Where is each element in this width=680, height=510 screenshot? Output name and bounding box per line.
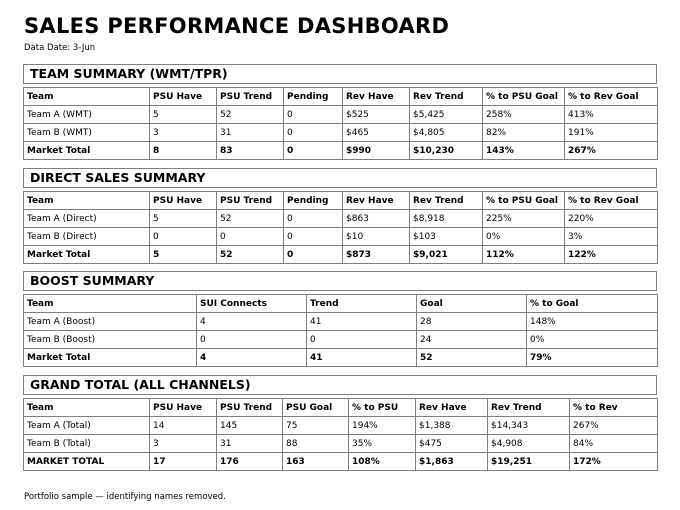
column-header: Rev Trend [488, 399, 570, 417]
table-cell: 258% [483, 106, 565, 124]
table-cell: $9,021 [410, 246, 483, 264]
table-cell: 413% [565, 106, 658, 124]
table-cell: Team B (Total) [24, 435, 150, 453]
table-cell: 194% [349, 417, 416, 435]
total-row [24, 246, 658, 264]
table-cell: 5 [150, 106, 217, 124]
table-cell: 41 [307, 313, 417, 331]
column-header: PSU Trend [217, 399, 283, 417]
table-cell: Team A (Direct) [24, 210, 150, 228]
table-cell: 3 [150, 124, 217, 142]
table-cell: 172% [570, 453, 658, 471]
table-cell: 267% [570, 417, 658, 435]
column-header: PSU Trend [217, 88, 284, 106]
column-header: % to PSU [349, 399, 416, 417]
table-cell: $19,251 [488, 453, 570, 471]
table-cell: 3 [150, 435, 217, 453]
table-cell: 112% [483, 246, 565, 264]
table-cell: $10 [343, 228, 410, 246]
table-row [24, 210, 658, 228]
table-cell: 31 [217, 124, 284, 142]
column-header: % to PSU Goal [483, 88, 565, 106]
table-cell: 52 [217, 210, 284, 228]
table-cell: 145 [217, 417, 283, 435]
section-heading: GRAND TOTAL (ALL CHANNELS) [23, 375, 657, 395]
table-cell: Market Total [24, 142, 150, 160]
column-header: Team [24, 192, 150, 210]
column-header: Team [24, 295, 197, 313]
column-header: Pending [284, 88, 343, 106]
column-header: PSU Have [150, 88, 217, 106]
table-cell: 52 [417, 349, 527, 367]
table-cell: $103 [410, 228, 483, 246]
table-cell: 14 [150, 417, 217, 435]
table-cell: $4,908 [488, 435, 570, 453]
table-cell: $990 [343, 142, 410, 160]
table-cell: 17 [150, 453, 217, 471]
table-row [24, 106, 658, 124]
table-cell: $10,230 [410, 142, 483, 160]
total-row [24, 142, 658, 160]
table-row [24, 435, 658, 453]
page-title: SALES PERFORMANCE DASHBOARD [24, 14, 450, 38]
column-header: Rev Have [343, 88, 410, 106]
table-cell: 0 [284, 106, 343, 124]
table-cell: 82% [483, 124, 565, 142]
column-header: PSU Goal [283, 399, 349, 417]
table-cell: 88 [283, 435, 349, 453]
table-cell: $1,388 [416, 417, 488, 435]
table-cell: 0 [284, 228, 343, 246]
column-header: SUI Connects [197, 295, 307, 313]
table-cell: 122% [565, 246, 658, 264]
table-cell: Market Total [24, 349, 197, 367]
table-cell: 0 [284, 142, 343, 160]
column-header: PSU Trend [217, 192, 284, 210]
table-cell: 35% [349, 435, 416, 453]
total-row [24, 349, 658, 367]
table-cell: 0 [197, 331, 307, 349]
table-cell: MARKET TOTAL [24, 453, 150, 471]
table-cell: 225% [483, 210, 565, 228]
table-cell: 5 [150, 210, 217, 228]
table-cell: 163 [283, 453, 349, 471]
table-cell: 0% [527, 331, 658, 349]
table-header-row [24, 295, 658, 313]
column-header: Rev Trend [410, 88, 483, 106]
column-header: PSU Have [150, 399, 217, 417]
grand-total-section [23, 375, 657, 471]
table-cell: 0 [284, 246, 343, 264]
column-header: Pending [284, 192, 343, 210]
table-cell: 143% [483, 142, 565, 160]
table-cell: $863 [343, 210, 410, 228]
table-header-row [24, 88, 658, 106]
table-cell: $475 [416, 435, 488, 453]
table-cell: $4,805 [410, 124, 483, 142]
table-cell: 5 [150, 246, 217, 264]
table-cell: 24 [417, 331, 527, 349]
boost-table [23, 294, 658, 367]
table-cell: 52 [217, 106, 284, 124]
table-cell: $525 [343, 106, 410, 124]
table-cell: $8,918 [410, 210, 483, 228]
column-header: Team [24, 399, 150, 417]
column-header: Rev Have [416, 399, 488, 417]
table-header-row [24, 192, 658, 210]
column-header: % to Rev Goal [565, 192, 658, 210]
table-cell: 4 [197, 313, 307, 331]
column-header: Trend [307, 295, 417, 313]
table-cell: 0 [150, 228, 217, 246]
column-header: % to Rev [570, 399, 658, 417]
table-cell: $14,343 [488, 417, 570, 435]
section-heading: BOOST SUMMARY [23, 271, 657, 291]
table-cell: 41 [307, 349, 417, 367]
table-cell: 31 [217, 435, 283, 453]
table-cell: 0 [217, 228, 284, 246]
column-header: Rev Trend [410, 192, 483, 210]
table-cell: $1,863 [416, 453, 488, 471]
table-cell: $873 [343, 246, 410, 264]
column-header: % to Rev Goal [565, 88, 658, 106]
table-cell: 220% [565, 210, 658, 228]
table-row [24, 417, 658, 435]
table-cell: 3% [565, 228, 658, 246]
table-cell: 75 [283, 417, 349, 435]
table-cell: Team B (Direct) [24, 228, 150, 246]
table-cell: Team A (Total) [24, 417, 150, 435]
section-heading: DIRECT SALES SUMMARY [23, 168, 657, 188]
table-cell: 0 [307, 331, 417, 349]
table-row [24, 313, 658, 331]
table-cell: 267% [565, 142, 658, 160]
table-cell: 83 [217, 142, 284, 160]
table-row [24, 228, 658, 246]
table-cell: $5,425 [410, 106, 483, 124]
table-cell: 0% [483, 228, 565, 246]
table-cell: 191% [565, 124, 658, 142]
table-cell: 176 [217, 453, 283, 471]
footer-note: Portfolio sample — identifying names removed. [24, 492, 226, 502]
table-cell: 8 [150, 142, 217, 160]
total-row [24, 453, 658, 471]
column-header: PSU Have [150, 192, 217, 210]
table-cell: $465 [343, 124, 410, 142]
column-header: % to Goal [527, 295, 658, 313]
column-header: Team [24, 88, 150, 106]
table-row [24, 124, 658, 142]
table-cell: 84% [570, 435, 658, 453]
table-cell: 79% [527, 349, 658, 367]
table-cell: Team B (WMT) [24, 124, 150, 142]
table-cell: Market Total [24, 246, 150, 264]
table-cell: 0 [284, 210, 343, 228]
column-header: % to PSU Goal [483, 192, 565, 210]
table-cell: Team A (WMT) [24, 106, 150, 124]
table-cell: 108% [349, 453, 416, 471]
direct-sales-table [23, 191, 658, 264]
table-cell: 28 [417, 313, 527, 331]
table-cell: 0 [284, 124, 343, 142]
column-header: Rev Have [343, 192, 410, 210]
team-summary-table [23, 87, 658, 160]
grand-total-table [23, 398, 658, 471]
boost-section [23, 271, 657, 367]
direct-sales-section [23, 168, 657, 264]
table-row [24, 331, 658, 349]
section-heading: TEAM SUMMARY (WMT/TPR) [23, 64, 657, 84]
table-cell: 4 [197, 349, 307, 367]
table-header-row [24, 399, 658, 417]
table-cell: 148% [527, 313, 658, 331]
column-header: Goal [417, 295, 527, 313]
team-summary-section [23, 64, 657, 160]
table-cell: Team B (Boost) [24, 331, 197, 349]
table-cell: Team A (Boost) [24, 313, 197, 331]
data-date: Data Date: 3-Jun [24, 43, 96, 53]
table-cell: 52 [217, 246, 284, 264]
